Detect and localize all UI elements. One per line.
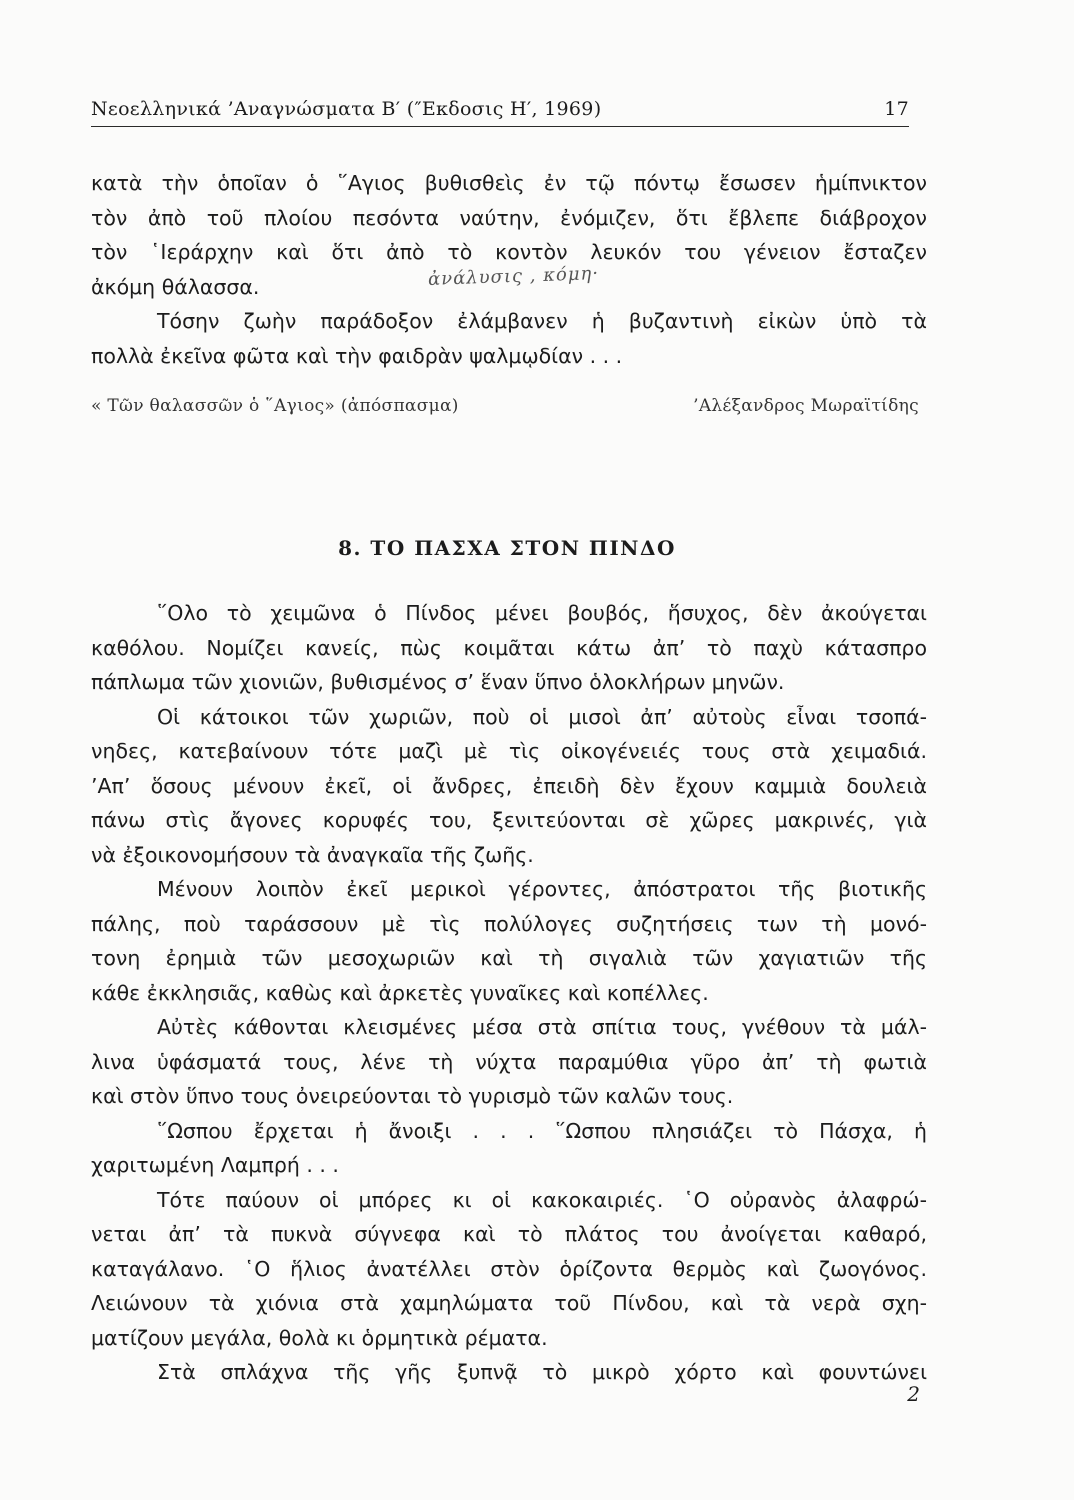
text-line: πολλὰ ἐκεῖνα φῶτα καὶ τὴν φαιδρὰν ψαλμῳδίαν . . . [91,343,623,368]
text-line: πάλης, ποὺ ταράσσουν μὲ τὶς πολύλογες συζητήσεις των τὴ μονό- [91,911,927,936]
text-line: Λειώνουν τὰ χιόνια στὰ χαμηλώματα τοῦ Πίνδου, καὶ τὰ νερὰ σχη- [91,1291,927,1315]
text-line: πάνω στὶς ἄγονες κορυφές του, ξενιτεύονται σὲ χῶρες μακρινές, γιὰ [91,808,927,832]
text-line: ἀκόμη θάλασσα. [91,274,260,299]
text-line: ῞Ολο τὸ χειμῶνα ὁ Πίνδος μένει βουβός, ἥσυχος, δὲν ἀκούγεται [157,601,927,625]
body-text [91,596,927,1390]
text-line: νηδες, κατεβαίνουν τότε μαζὶ μὲ τὶς οἰκογένειές τους στὰ χειμαδιά. [91,739,927,763]
text-line: λινα ὑφάσματά τους, λένε τὴ νύχτα παραμύθια γῦρο ἀπ’ τὴ φωτιὰ [91,1049,927,1074]
text-line: τὸν ἀπὸ τοῦ πλοίου πεσόντα ναύτην, ἐνόμιζεν, ὅτι ἔβλεπε διάβροχον [91,205,927,230]
text-line: Αὐτὲς κάθονται κλεισμένες μέσα στὰ σπίτια τους, γνέθουν τὰ μάλ- [157,1015,927,1039]
text-line: καὶ στὸν ὕπνο τους ὀνειρεύονται τὸ γυρισμὸ τῶν καλῶν τους. [91,1084,734,1108]
header-title: Νεοελληνικά ’Αναγνώσματα Β′ (″Εκδοσις Η′, 1969) [91,98,602,120]
text-line: νεται ἀπ’ τὰ πυκνὰ σύγνεφα καὶ τὸ πλάτος του ἀνοίγεται καθαρό, [91,1222,927,1246]
intro-paragraph-2 [91,304,927,373]
text-line: πάπλωμα τῶν χιονιῶν, βυθισμένος σ’ ἕναν ὕπνο ὁλοκλήρων μηνῶν. [91,670,785,694]
text-line: τὸν ῾Ιεράρχην καὶ ὅτι ἀπὸ τὸ κοντὸν λευκόν του γένειον ἔσταζεν [91,240,927,264]
text-line: Στὰ σπλάχνα τῆς γῆς ξυπνᾷ τὸ μικρὸ χόρτο καὶ φουντώνει [157,1360,927,1384]
text-line: τονη ἐρημιὰ τῶν μεσοχωριῶν καὶ τὴ σιγαλιὰ τῶν χαγιατιῶν τῆς [91,946,927,970]
running-header [91,96,909,127]
text-line: καταγάλανο. ῾Ο ἥλιος ἀνατέλλει στὸν ὁρίζοντα θερμὸς καὶ ζωογόνος. [91,1256,927,1281]
text-line: νὰ ἐξοικονομήσουν τὰ ἀναγκαῖα τῆς ζωῆς. [91,842,534,867]
signature-mark: 2 [907,1382,920,1406]
text-line: ’Απ’ ὅσους μένουν ἐκεῖ, οἱ ἄνδρες, ἐπειδὴ δὲν ἔχουν καμμιὰ δουλειὰ [91,773,927,798]
section-title: 8. ΤΟ ΠΑΣΧΑ ΣΤΟΝ ΠΙΝΔΟ [338,536,676,560]
handwritten-annotation: ἀνάλυσις , κόμη· [427,263,600,290]
text-line: ῞Ωσπου ἔρχεται ἡ ἄνοιξι . . . ῞Ωσπου πλησιάζει τὸ Πάσχα, ἡ [157,1118,927,1143]
citation-source: « Τῶν θαλασσῶν ὁ ῞Αγιος» (ἀπόσπασμα) [91,396,459,416]
text-line: κατὰ τὴν ὁποῖαν ὁ ῞Αγιος βυθισθεὶς ἐν τῷ πόντῳ ἔσωσεν ἡμίπνικτον [91,171,927,195]
text-line: χαριτωμένη Λαμπρή . . . [91,1153,339,1177]
text-line: Οἱ κάτοικοι τῶν χωριῶν, ποὺ οἱ μισοὶ ἀπ’ αὐτοὺς εἶναι τσοπά- [157,704,927,729]
text-line: Μένουν λοιπὸν ἐκεῖ μερικοὶ γέροντες, ἀπόστρατοι τῆς βιοτικῆς [157,877,927,901]
text-line: κάθε ἐκκλησιᾶς, καθὼς καὶ ἀρκετὲς γυναῖκες καὶ κοπέλλες. [91,980,709,1005]
citation-author: ’Αλέξανδρος Μωραϊτίδης [693,396,919,416]
text-line: Τότε παύουν οἱ μπόρες κι οἱ κακοκαιριές. ῾Ο οὐρανὸς ἀλαφρώ- [157,1187,927,1212]
text-line: ματίζουν μεγάλα, θολὰ κι ὁρμητικὰ ρέματα. [91,1325,548,1350]
text-line: Τόσην ζωὴν παράδοξον ἐλάμβανεν ἡ βυζαντινὴ εἰκὼν ὑπὸ τὰ [157,309,927,333]
text-line: καθόλου. Νομίζει κανείς, πὼς κοιμᾶται κάτω ἀπ’ τὸ παχὺ κάτασπρο [91,635,927,660]
page-number: 17 [884,98,909,120]
